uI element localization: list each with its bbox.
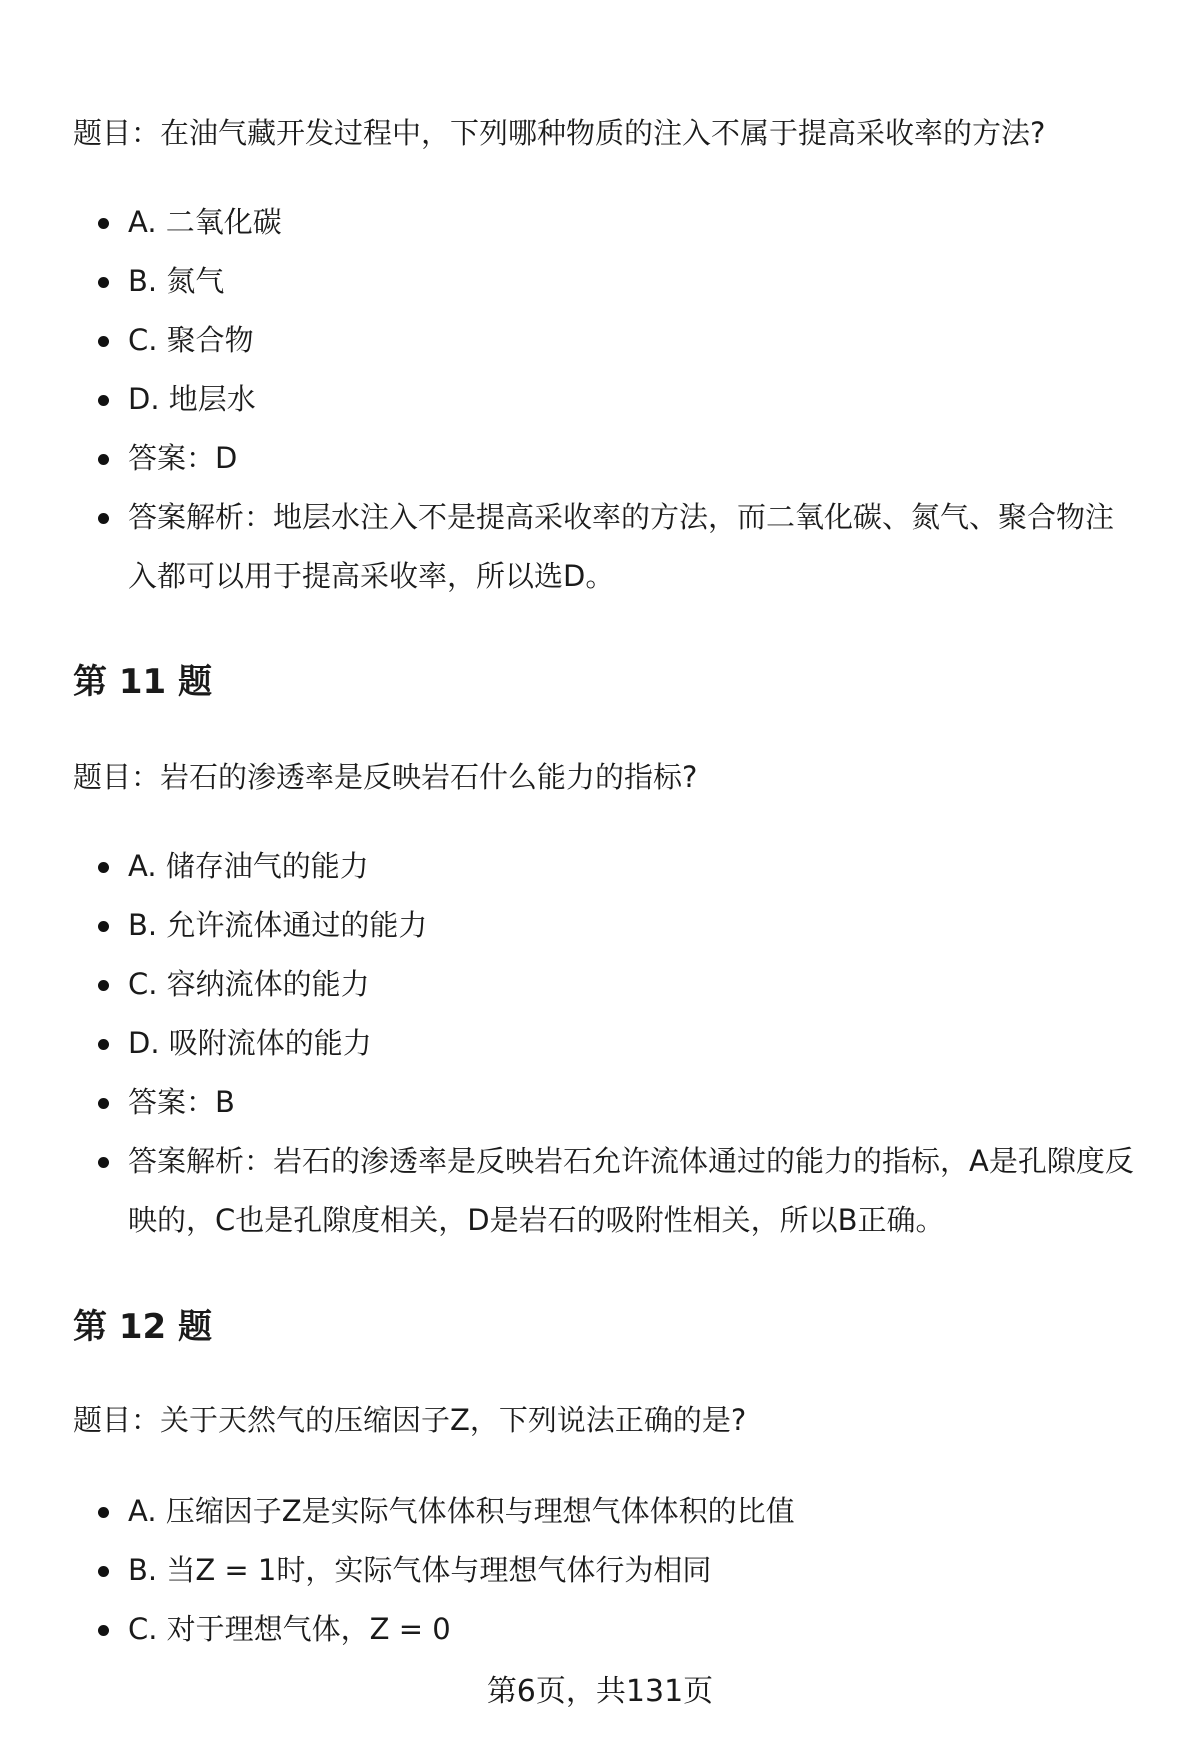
option-item xyxy=(0,311,1200,370)
bullet xyxy=(98,395,109,406)
option-label: D. 吸附流体的能力 xyxy=(128,1026,372,1060)
option-label: B. 氮气 xyxy=(128,264,225,298)
question-heading: 第 12 题 xyxy=(73,1307,212,1347)
option-item xyxy=(0,1541,1200,1600)
option-item xyxy=(0,252,1200,311)
answer-item xyxy=(0,1073,1200,1132)
bullet xyxy=(98,1039,109,1050)
bullet xyxy=(98,862,109,873)
option-item xyxy=(0,837,1200,896)
question-heading: 第 11 题 xyxy=(73,662,212,702)
option-label: B. 允许流体通过的能力 xyxy=(128,908,428,942)
answer-item xyxy=(0,429,1200,488)
bullet xyxy=(98,218,109,229)
bullet xyxy=(98,1625,109,1636)
bullet xyxy=(98,1566,109,1577)
option-list xyxy=(0,193,1200,606)
option-label: A. 二氧化碳 xyxy=(128,205,282,239)
explanation-item xyxy=(0,488,1200,606)
bullet xyxy=(98,454,109,465)
option-list xyxy=(0,837,1200,1250)
bullet xyxy=(98,980,109,991)
explanation-text: 答案解析：地层水注入不是提高采收率的方法，而二氧化碳、氮气、聚合物注入都可以用于提高采收率，所以选D。 xyxy=(128,500,1115,593)
option-label: A. 储存油气的能力 xyxy=(128,849,369,883)
option-label: C. 聚合物 xyxy=(128,323,254,357)
option-list xyxy=(0,1482,1200,1659)
option-item xyxy=(0,1600,1200,1659)
explanation-text: 答案解析：岩石的渗透率是反映岩石允许流体通过的能力的指标，A是孔隙度反映的，C也是孔隙度相关，D是岩石的吸附性相关，所以B正确。 xyxy=(128,1144,1134,1237)
option-item xyxy=(0,1482,1200,1541)
option-label: B. 当Z = 1时，实际气体与理想气体行为相同 xyxy=(128,1553,712,1587)
answer-label: 答案：D xyxy=(128,441,238,475)
bullet xyxy=(98,1507,109,1518)
option-item xyxy=(0,1014,1200,1073)
option-item xyxy=(0,193,1200,252)
explanation-item xyxy=(0,1132,1200,1250)
bullet xyxy=(98,1157,109,1168)
option-item xyxy=(0,955,1200,1014)
option-item xyxy=(0,896,1200,955)
answer-label: 答案：B xyxy=(128,1085,235,1119)
option-label: C. 容纳流体的能力 xyxy=(128,967,370,1001)
question-stem: 题目：岩石的渗透率是反映岩石什么能力的指标? xyxy=(73,760,698,794)
question-stem: 题目：关于天然气的压缩因子Z，下列说法正确的是? xyxy=(73,1403,747,1437)
bullet xyxy=(98,277,109,288)
option-item xyxy=(0,370,1200,429)
bullet xyxy=(98,336,109,347)
option-label: C. 对于理想气体，Z = 0 xyxy=(128,1612,451,1646)
question-stem: 题目：在油气藏开发过程中，下列哪种物质的注入不属于提高采收率的方法? xyxy=(73,116,1046,150)
bullet xyxy=(98,921,109,932)
page-number: 第6页，共131页 xyxy=(486,1674,714,1709)
bullet xyxy=(98,513,109,524)
bullet xyxy=(98,1098,109,1109)
option-label: A. 压缩因子Z是实际气体体积与理想气体体积的比值 xyxy=(128,1494,795,1528)
option-label: D. 地层水 xyxy=(128,382,256,416)
